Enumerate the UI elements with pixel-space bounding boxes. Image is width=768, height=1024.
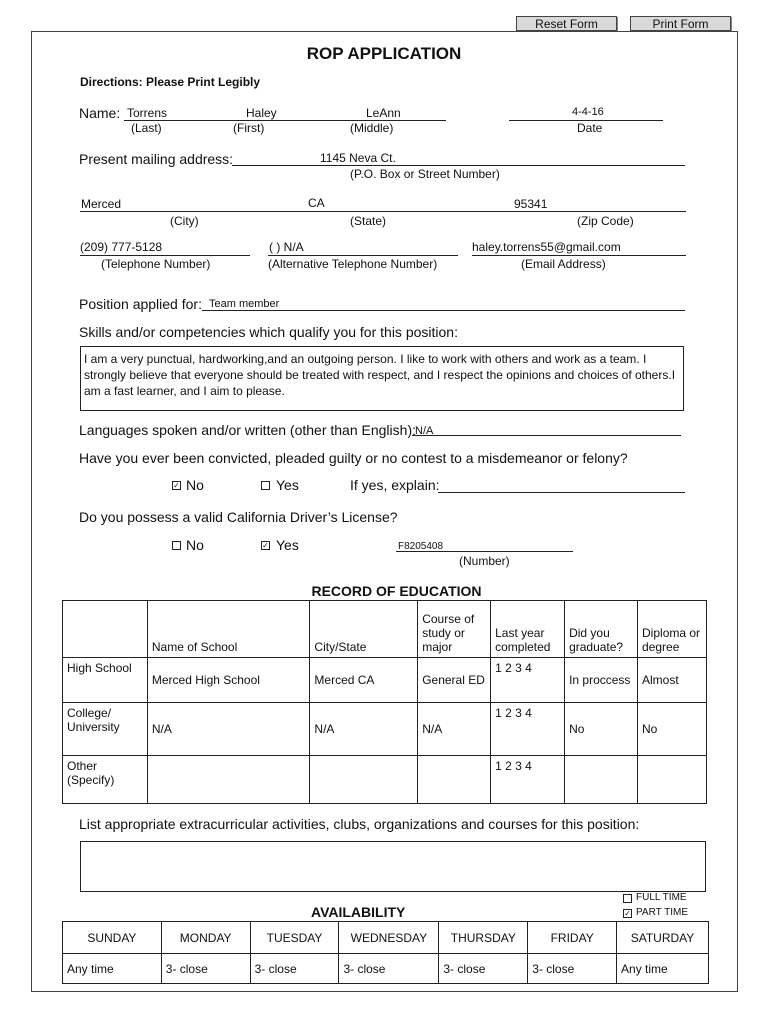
edu-course[interactable]: General ED: [418, 658, 491, 703]
license-no-checkbox[interactable]: [172, 541, 181, 550]
edu-header-cell: Name of School: [147, 601, 310, 658]
availability-time[interactable]: Any time: [63, 954, 162, 984]
address-label: Present mailing address:: [79, 151, 234, 167]
availability-time[interactable]: 3- close: [250, 954, 339, 984]
edu-years[interactable]: 1 2 3 4: [491, 756, 565, 804]
city-caption: (City): [170, 214, 199, 228]
name-line: [124, 120, 446, 121]
address-line: [232, 165, 685, 166]
date-field[interactable]: 4-4-16: [572, 106, 604, 118]
availability-time[interactable]: 3- close: [339, 954, 439, 984]
license-no-label: No: [186, 537, 204, 553]
number-caption: (Number): [459, 554, 510, 568]
extracurricular-textarea[interactable]: [80, 841, 706, 892]
edu-years[interactable]: 1 2 3 4: [491, 703, 565, 756]
middle-name-field[interactable]: LeAnn: [366, 106, 401, 120]
convicted-no-label: No: [186, 477, 204, 493]
languages-label: Languages spoken and/or written (other than English):: [79, 422, 416, 438]
city-field[interactable]: Merced: [81, 197, 122, 211]
edu-course[interactable]: [418, 756, 491, 804]
alt-phone-field[interactable]: ( ) N/A: [269, 240, 304, 254]
day-header: MONDAY: [161, 922, 250, 954]
edu-type: High School: [63, 658, 148, 703]
convicted-label: Have you ever been convicted, pleaded guilty or no contest to a misdemeanor or felony?: [79, 450, 628, 466]
table-row: [63, 658, 707, 703]
day-header: SATURDAY: [617, 922, 709, 954]
day-header: THURSDAY: [439, 922, 528, 954]
zip-caption: (Zip Code): [577, 214, 634, 228]
edu-city[interactable]: [310, 756, 418, 804]
part-time-checkbox[interactable]: ✓: [624, 909, 631, 918]
edu-diploma[interactable]: [638, 756, 707, 804]
edu-header-cell: Last year completed: [491, 601, 565, 658]
zip-field[interactable]: 95341: [514, 197, 548, 211]
address-caption: (P.O. Box or Street Number): [350, 167, 500, 181]
availability-time[interactable]: 3- close: [161, 954, 250, 984]
edu-header-cell: [63, 601, 148, 658]
phone-field[interactable]: (209) 777-5128: [80, 240, 163, 254]
edu-school[interactable]: N/A: [147, 703, 310, 756]
languages-line: [412, 435, 681, 436]
form-title: ROP APPLICATION: [306, 44, 462, 63]
convicted-yes-label: Yes: [276, 477, 299, 493]
availability-table: [62, 921, 709, 984]
convicted-no-checkbox[interactable]: ✓: [173, 481, 180, 490]
skills-textarea[interactable]: I am a very punctual, hardworking,and an outgoing person. I like to work with others and work as a team. I strongly believe that everyone should be treated with respect, and I respect the opinions and choices of others.I am a fast learner, and I aim to please.: [80, 346, 684, 411]
edu-type: Other (Specify): [63, 756, 148, 804]
edu-header-cell: Diploma or degree: [638, 601, 707, 658]
availability-time[interactable]: 3- close: [528, 954, 617, 984]
availability-title: AVAILABILITY: [311, 904, 406, 920]
edu-diploma[interactable]: Almost: [638, 658, 707, 703]
edu-years[interactable]: 1 2 3 4: [491, 658, 565, 703]
day-header: WEDNESDAY: [339, 922, 439, 954]
state-field[interactable]: CA: [308, 196, 325, 210]
edu-city[interactable]: N/A: [310, 703, 418, 756]
position-label: Position applied for:: [79, 296, 202, 312]
edu-school[interactable]: [147, 756, 310, 804]
edu-graduate[interactable]: In proccess: [565, 658, 638, 703]
alt-phone-line: [268, 255, 458, 256]
day-header: TUESDAY: [250, 922, 339, 954]
convicted-yes-checkbox[interactable]: [261, 481, 270, 490]
edu-school[interactable]: Merced High School: [147, 658, 310, 703]
table-row: [63, 756, 707, 804]
edu-graduate[interactable]: [565, 756, 638, 804]
alt-phone-caption: (Alternative Telephone Number): [268, 257, 438, 271]
edu-course[interactable]: N/A: [418, 703, 491, 756]
position-field[interactable]: Team member: [209, 298, 280, 310]
full-time-checkbox[interactable]: [623, 894, 632, 903]
city-line: [80, 211, 686, 212]
email-field[interactable]: haley.torrens55@gmail.com: [472, 240, 621, 254]
phone-caption: (Telephone Number): [101, 257, 211, 271]
availability-time[interactable]: Any time: [617, 954, 709, 984]
license-yes-label: Yes: [276, 537, 299, 553]
education-title: RECORD OF EDUCATION: [311, 583, 482, 599]
availability-time[interactable]: 3- close: [439, 954, 528, 984]
day-header: FRIDAY: [528, 922, 617, 954]
phone-line: [80, 255, 250, 256]
edu-header-cell: City/State: [310, 601, 418, 658]
print-form-button[interactable]: Print Form: [630, 16, 731, 31]
first-caption: (First): [233, 121, 265, 135]
education-table: [62, 600, 707, 804]
email-line: [472, 255, 686, 256]
directions: Directions: Please Print Legibly: [80, 75, 261, 89]
edu-type: College/ University: [63, 703, 148, 756]
edu-header-cell: Course of study or major: [418, 601, 491, 658]
edu-city[interactable]: Merced CA: [310, 658, 418, 703]
name-label: Name:: [79, 105, 121, 121]
edu-header-cell: Did you graduate?: [565, 601, 638, 658]
table-row: [63, 703, 707, 756]
license-yes-checkbox[interactable]: ✓: [262, 541, 269, 550]
day-header: SUNDAY: [63, 922, 162, 954]
edu-graduate[interactable]: No: [565, 703, 638, 756]
position-line: [202, 310, 685, 311]
last-name-field[interactable]: Torrens: [127, 106, 168, 120]
edu-diploma[interactable]: No: [638, 703, 707, 756]
state-caption: (State): [350, 214, 387, 228]
email-caption: (Email Address): [521, 257, 606, 271]
full-time-label: FULL TIME: [636, 892, 687, 903]
skills-label: Skills and/or competencies which qualify you for this position:: [79, 324, 458, 340]
first-name-field[interactable]: Haley: [246, 106, 277, 120]
license-number-field[interactable]: F8205408: [398, 541, 444, 552]
explain-line[interactable]: [438, 492, 685, 493]
extracurricular-label: List appropriate extracurricular activities, clubs, organizations and courses for this position:: [79, 816, 640, 832]
part-time-label: PART TIME: [636, 907, 689, 918]
date-caption: Date: [577, 121, 603, 135]
license-label: Do you possess a valid California Driver’s License?: [79, 509, 398, 525]
reset-form-button[interactable]: Reset Form: [516, 16, 617, 31]
middle-caption: (Middle): [350, 121, 394, 135]
address-field[interactable]: 1145 Neva Ct.: [320, 151, 396, 165]
languages-field[interactable]: N/A: [415, 425, 434, 437]
last-caption: (Last): [131, 121, 162, 135]
explain-label: If yes, explain:: [350, 477, 440, 493]
